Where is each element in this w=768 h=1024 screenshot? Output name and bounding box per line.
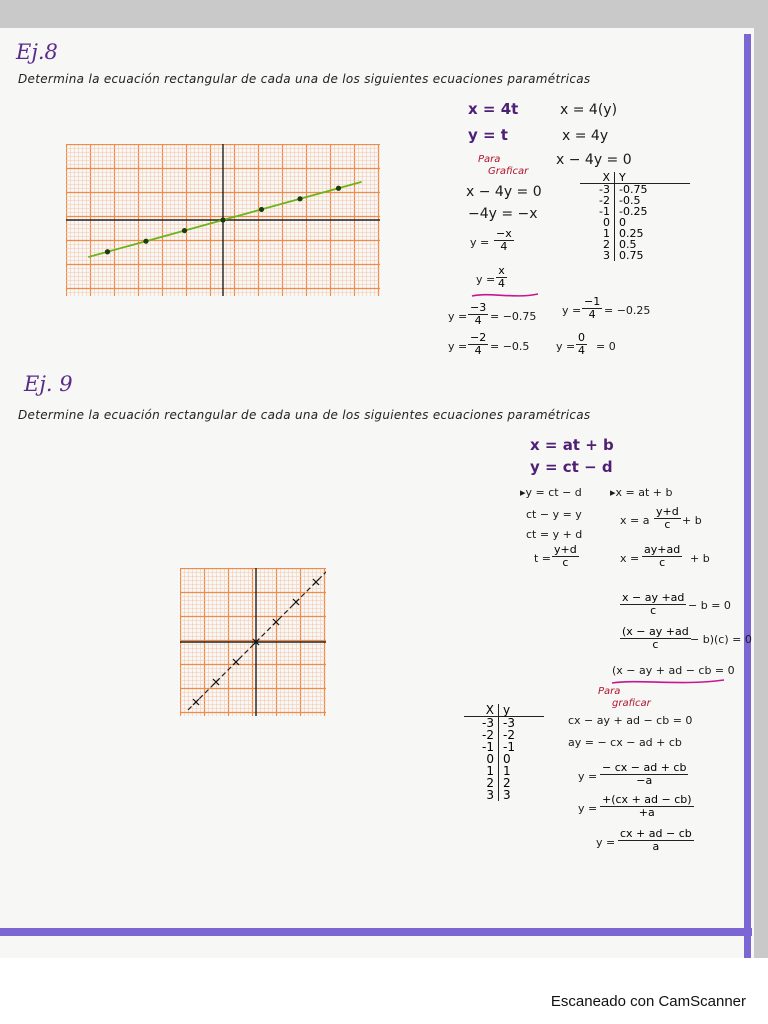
ex9-table-y-header: y (503, 703, 511, 717)
ex9-right5-fraction (620, 626, 691, 651)
ex8-calc2-fraction (582, 296, 602, 321)
ex9-prompt: Determine la ecuación rectangular de cada una de los siguientes ecuaciones paramétricas (18, 408, 591, 422)
ex8-table-x-header: X (602, 171, 610, 184)
ex9-graph-point (313, 579, 319, 585)
ex8-calc2-numerator: −1 (584, 295, 601, 308)
table-cell-x: -1 (482, 740, 494, 754)
table-cell-y: 3 (503, 788, 511, 802)
table-cell-y: -0.75 (619, 183, 648, 196)
ex9-right1: ▸x = at + b (610, 486, 673, 499)
ex8-highlight-stroke (470, 290, 540, 300)
ex9-table-divider (498, 704, 499, 801)
ex9-g4-denominator: +a (638, 806, 655, 819)
camscanner-footer: Escaneado con CamScanner (550, 993, 746, 1010)
table-row (580, 250, 690, 261)
ex8-calc4-numerator: 0 (578, 331, 585, 344)
table-cell-x: 1 (486, 764, 494, 778)
ex8-work1: x − 4y = 0 (466, 184, 542, 200)
ex9-g4-fraction (600, 794, 694, 819)
table-cell-y: 2 (503, 776, 511, 790)
table-cell-y: 0 (503, 752, 511, 766)
ex8-step3: x − 4y = 0 (556, 152, 632, 168)
ex9-graph-label-2: graficar (612, 698, 651, 709)
ex9-right2-numerator: y+d (656, 505, 679, 518)
ex8-calc2-denominator: 4 (588, 308, 596, 321)
ex9-param-y: y = ct − d (530, 458, 613, 476)
ex8-graph-label-2: Graficar (488, 166, 529, 177)
ex9-param-x: x = at + b (530, 436, 614, 454)
ex8-work4-denominator: 4 (498, 277, 505, 290)
ex8-step2: x = 4y (562, 128, 609, 144)
ex8-calc4-rhs: = 0 (596, 340, 616, 353)
ex9-right4-denominator: c (650, 604, 657, 617)
ex8-calc3-fraction (468, 332, 488, 357)
ex8-calc3-rhs: = −0.5 (490, 340, 530, 353)
ex9-g4-numerator: +(cx + ad − cb) (602, 793, 692, 806)
ex8-work4-fraction (496, 265, 507, 290)
ex8-calc2-rhs: = −0.25 (604, 304, 651, 317)
ex9-g5-numerator: cx + ad − cb (620, 827, 692, 840)
table-cell-y: -0.5 (619, 194, 641, 207)
ex9-graph-point (293, 599, 299, 605)
ex8-work4-numerator: x (498, 264, 505, 277)
ex9-graph-label-1: Para (598, 686, 621, 697)
table-cell-y: -2 (503, 728, 515, 742)
ex8-graph-point (259, 207, 264, 212)
ex8-calc3-lhs: y = (448, 340, 468, 353)
ex8-calc2-lhs: y = (562, 304, 582, 317)
ex8-param-y: y = t (468, 126, 508, 144)
ex9-g3-denominator: −a (636, 774, 653, 787)
ex8-work3-lhs: y = (470, 236, 490, 249)
table-cell-x: 0 (486, 752, 494, 766)
ex9-graph-grid (180, 568, 326, 716)
ex8-work3-fraction (494, 228, 514, 253)
ex9-left4-fraction (552, 544, 579, 569)
ex8-work4-lhs: y = (476, 273, 496, 286)
ex8-value-table (580, 172, 690, 261)
ex9-graph-point (193, 699, 199, 705)
ex9-graph-point (213, 679, 219, 685)
table-cell-x: 1 (603, 227, 610, 240)
ex8-table-divider (614, 172, 615, 261)
ex9-g3-lhs: y = (578, 770, 598, 783)
table-row (464, 789, 544, 801)
ex9-right3-fraction (642, 544, 682, 569)
ex9-right2-denominator: c (664, 518, 671, 531)
ex9-g5-fraction (618, 828, 694, 853)
ex8-work2: −4y = −x (468, 206, 538, 222)
ex9-right5-numerator: (x − ay +ad (622, 625, 689, 638)
ex9-right2-fraction (654, 506, 681, 531)
ex9-right3-lhs: x = (620, 552, 640, 565)
ex8-param-x: x = 4t (468, 100, 519, 118)
ex8-prompt: Determina la ecuación rectangular de cada una de los siguientes ecuaciones paramétricas (18, 72, 591, 86)
ex8-graph (66, 144, 380, 296)
table-cell-x: 2 (486, 776, 494, 790)
table-cell-x: -1 (599, 205, 610, 218)
ex9-g3-fraction (600, 762, 688, 787)
ex8-graph-label-1: Para (478, 154, 501, 165)
ex8-graph-point (182, 228, 187, 233)
ex8-table-y-header: Y (619, 171, 626, 184)
ex9-right4-numerator: x − ay +ad (622, 591, 685, 604)
ex9-g5-denominator: a (652, 840, 660, 853)
table-cell-y: 0.25 (619, 227, 644, 240)
table-cell-x: 2 (603, 238, 610, 251)
ex8-calc4-lhs: y = (556, 340, 576, 353)
ex8-graph-point (220, 217, 225, 222)
ex9-left2: ct − y = y (526, 508, 582, 521)
ex8-work3-denominator: 4 (500, 240, 508, 253)
ex8-calc1-numerator: −3 (470, 301, 487, 314)
ex8-title: Ej.8 (16, 40, 58, 64)
ex8-calc1-rhs: = −0.75 (490, 310, 537, 323)
table-cell-y: 1 (503, 764, 511, 778)
ex9-highlight-stroke (610, 677, 728, 687)
ex9-left4-denominator: c (562, 556, 569, 569)
bottom-margin-line (0, 928, 752, 936)
ex9-left1: ▸y = ct − d (520, 486, 582, 499)
table-cell-x: -2 (599, 194, 610, 207)
ex8-calc1-lhs: y = (448, 310, 468, 323)
ex8-calc1-denominator: 4 (474, 314, 482, 327)
table-cell-y: 0 (619, 216, 626, 229)
ex9-value-table (464, 704, 544, 801)
ex9-g3-numerator: − cx − ad + cb (602, 761, 687, 774)
table-cell-y: 0.5 (619, 238, 637, 251)
ex8-graph-point (143, 239, 148, 244)
ex8-calc3-denominator: 4 (474, 344, 482, 357)
table-row (580, 206, 690, 217)
ex9-title: Ej. 9 (24, 372, 73, 396)
ex9-right4-fraction (620, 592, 686, 617)
ex9-g4-lhs: y = (578, 802, 598, 815)
ex9-right5-denominator: c (652, 638, 659, 651)
ex8-work3-numerator: −x (496, 227, 512, 240)
table-cell-x: -2 (482, 728, 494, 742)
table-cell-y: 0.75 (619, 249, 644, 262)
ex9-right2-rhs: + b (682, 514, 702, 527)
table-cell-x: -3 (599, 183, 610, 196)
ex8-calc4-fraction (576, 332, 587, 357)
table-cell-x: -3 (482, 716, 494, 730)
ex9-right3-numerator: ay+ad (644, 543, 681, 556)
ex8-calc4-denominator: 4 (578, 344, 585, 357)
table-cell-y: -1 (503, 740, 515, 754)
ex9-left4-numerator: y+d (554, 543, 577, 556)
ex9-left4-lhs: t = (534, 552, 552, 565)
ex8-graph-point (105, 249, 110, 254)
ex8-calc1-fraction (468, 302, 488, 327)
ex9-right3-rhs: + b (690, 552, 710, 565)
ex8-graph-point (336, 186, 341, 191)
ex9-right4-rhs: − b = 0 (688, 599, 731, 612)
table-cell-x: 0 (603, 216, 610, 229)
table-cell-x: 3 (603, 249, 610, 262)
scanner-strip (0, 958, 768, 1024)
ex9-table-x-header: X (485, 703, 494, 717)
ex8-graph-point (297, 196, 302, 201)
ex8-calc3-numerator: −2 (470, 331, 487, 344)
ex9-right3-denominator: c (659, 556, 666, 569)
ex9-right5-rhs: − b)(c) = 0 (690, 633, 752, 646)
right-margin-line (744, 34, 751, 962)
ex9-left3: ct = y + d (526, 528, 583, 541)
ex9-graph (180, 568, 326, 716)
ex9-g2: ay = − cx − ad + cb (568, 736, 682, 749)
ex9-right2-lhs: x = a (620, 514, 650, 527)
table-cell-y: -0.25 (619, 205, 648, 218)
table-cell-x: 3 (486, 788, 494, 802)
ex9-g1: cx − ay + ad − cb = 0 (568, 714, 693, 727)
ex9-g5-lhs: y = (596, 836, 616, 849)
table-cell-y: -3 (503, 716, 515, 730)
ex9-right6: (x − ay + ad − cb = 0 (612, 664, 735, 677)
ex8-step1: x = 4(y) (560, 102, 618, 118)
